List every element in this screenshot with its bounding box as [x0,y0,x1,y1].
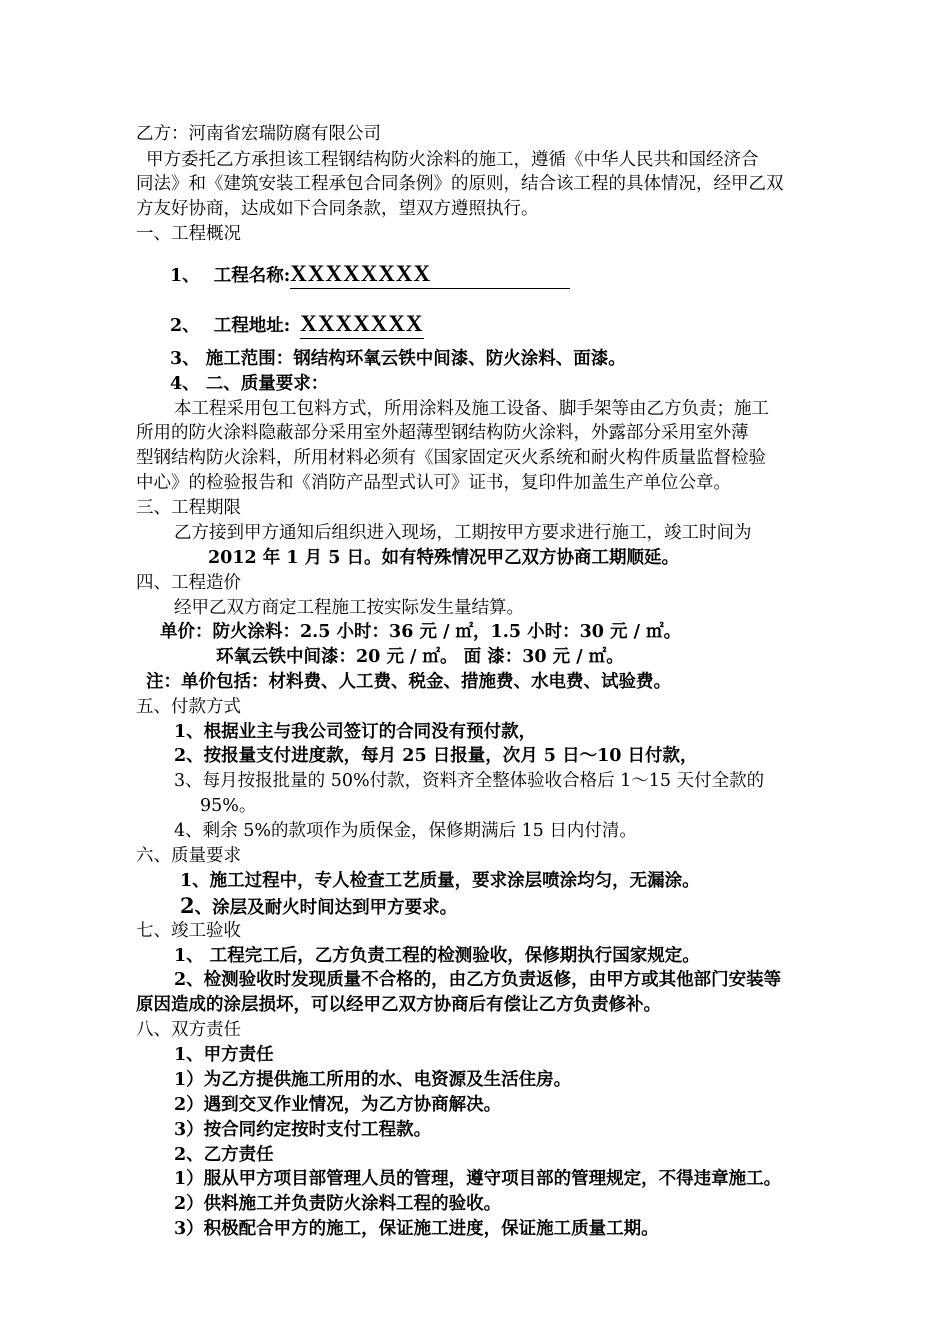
quality-item-1: 1、施工过程中，专人检查工艺质量，要求涂层喷涂均匀，无漏涂。 [180,871,700,891]
section-5-heading: 五、付款方式 [136,697,241,717]
section-8-heading: 八、双方责任 [136,1020,241,1040]
unit-price-note: 注：单价包括：材料费、人工费、税金、措施费、水电费、试验费。 [146,672,671,692]
acceptance-item-2-continued: 原因造成的涂层损坏，可以经甲乙双方协商后有偿让乙方负责修补。 [136,995,661,1015]
intro-line-2: 同法》和《建筑安装工程承包合同条例》的原则，结合该工程的具体情况，经甲乙双 [136,174,784,194]
unit-price-line: 单价：防火涂料：2.5 小时：36 元 / ㎡，1.5 小时：30 元 / ㎡。 [160,622,682,642]
project-address-number: 2、 [170,316,200,336]
payment-item-3: 3、每月按报批量的 50%付款，资料齐全整体验收合格后 1～15 天付全款的 [174,771,765,791]
party-b-responsibility-heading: 2、乙方责任 [174,1145,274,1165]
acceptance-item-1: 1、 工程完工后，乙方负责工程的检测验收，保修期执行国家规定。 [174,946,700,966]
project-name-label: 工程名称: [213,266,291,286]
intro-line-1: 甲方委托乙方承担该工程钢结构防火涂料的施工，遵循《中华人民共和国经济合 [146,150,759,170]
quality-requirement-heading: 4、 二、质量要求： [170,374,329,394]
section-7-heading: 七、竣工验收 [136,921,241,941]
quality-item-2-text: 、涂层及耐火时间达到甲方要求。 [194,898,458,918]
project-address-field [300,312,423,339]
price-line-1: 经甲乙双方商定工程施工按实际发生量结算。 [174,598,524,618]
project-address-value: XXXXXXX [300,311,424,336]
schedule-line-1: 乙方接到甲方通知后组织进入现场，工期按甲方要求进行施工，竣工时间为 [174,523,752,543]
intro-line-3: 方友好协商，达成如下合同条款，望双方遵照执行。 [136,199,539,219]
payment-item-1: 1、根据业主与我公司签订的合同没有预付款， [174,722,537,742]
project-address-row [170,312,424,339]
quality-text-1: 本工程采用包工包料方式，所用涂料及施工设备、脚手架等由乙方负责；施工 [174,399,769,419]
quality-text-4: 中心》的检验报告和《消防产品型式认可》证书，复印件加盖生产单位公章。 [136,473,731,493]
party-a-item-1: 1）为乙方提供施工所用的水、电资源及生活住房。 [174,1070,572,1090]
party-a-item-2: 2）遇到交叉作业情况，为乙方协商解决。 [174,1095,502,1115]
unit-price-line-2: 环氧云铁中间漆：20 元 / ㎡。 面 漆：30 元 / ㎡。 [216,647,624,667]
project-name-row [170,262,570,289]
project-name-field [290,262,570,289]
section-3-heading: 三、工程期限 [136,498,241,518]
quality-text-2: 所用的防火涂料隐蔽部分采用室外超薄型钢结构防火涂料，外露部分采用室外薄 [136,423,749,443]
section-4-heading: 四、工程造价 [136,573,241,593]
party-b-item-2: 2）供料施工并负责防火涂料工程的验收。 [174,1194,502,1214]
quality-item-2 [180,894,457,920]
payment-item-2: 2、按报量支付进度款，每月 25 日报量，次月 5 日～10 日付款， [174,746,698,766]
acceptance-item-2: 2、检测验收时发现质量不合格的，由乙方负责返修，由甲方或其他部门安装等 [174,970,782,990]
payment-item-3-continued: 95%。 [200,796,257,816]
party-b-item-1: 1）服从甲方项目部管理人员的管理，遵守项目部的管理规定，不得违章施工。 [174,1169,782,1189]
project-name-value: XXXXXXXX [290,261,432,286]
project-address-label: 工程地址: [213,316,291,336]
quality-item-2-number: 2 [180,893,195,918]
party-a-item-3: 3）按合同约定按时支付工程款。 [174,1120,432,1140]
payment-item-4: 4、剩余 5%的款项作为质保金，保修期满后 15 日内付清。 [174,821,637,841]
section-1-heading: 一、工程概况 [136,224,241,244]
party-b-line: 乙方：河南省宏瑞防腐有限公司 [136,124,381,144]
schedule-line-2: 2012 年 1 月 5 日。如有特殊情况甲乙双方协商工期顺延。 [208,548,680,568]
quality-text-3: 型钢结构防火涂料，所用材料必须有《国家固定灭火系统和耐火构件质量监督检验 [136,448,766,468]
construction-scope: 3、 施工范围：钢结构环氧云铁中间漆、防火涂料、面漆。 [170,349,626,369]
section-6-heading: 六、质量要求 [136,846,241,866]
project-name-number: 1、 [170,266,200,286]
party-a-responsibility-heading: 1、甲方责任 [174,1045,274,1065]
party-b-item-3: 3）积极配合甲方的施工，保证施工进度，保证施工质量工期。 [174,1219,659,1239]
